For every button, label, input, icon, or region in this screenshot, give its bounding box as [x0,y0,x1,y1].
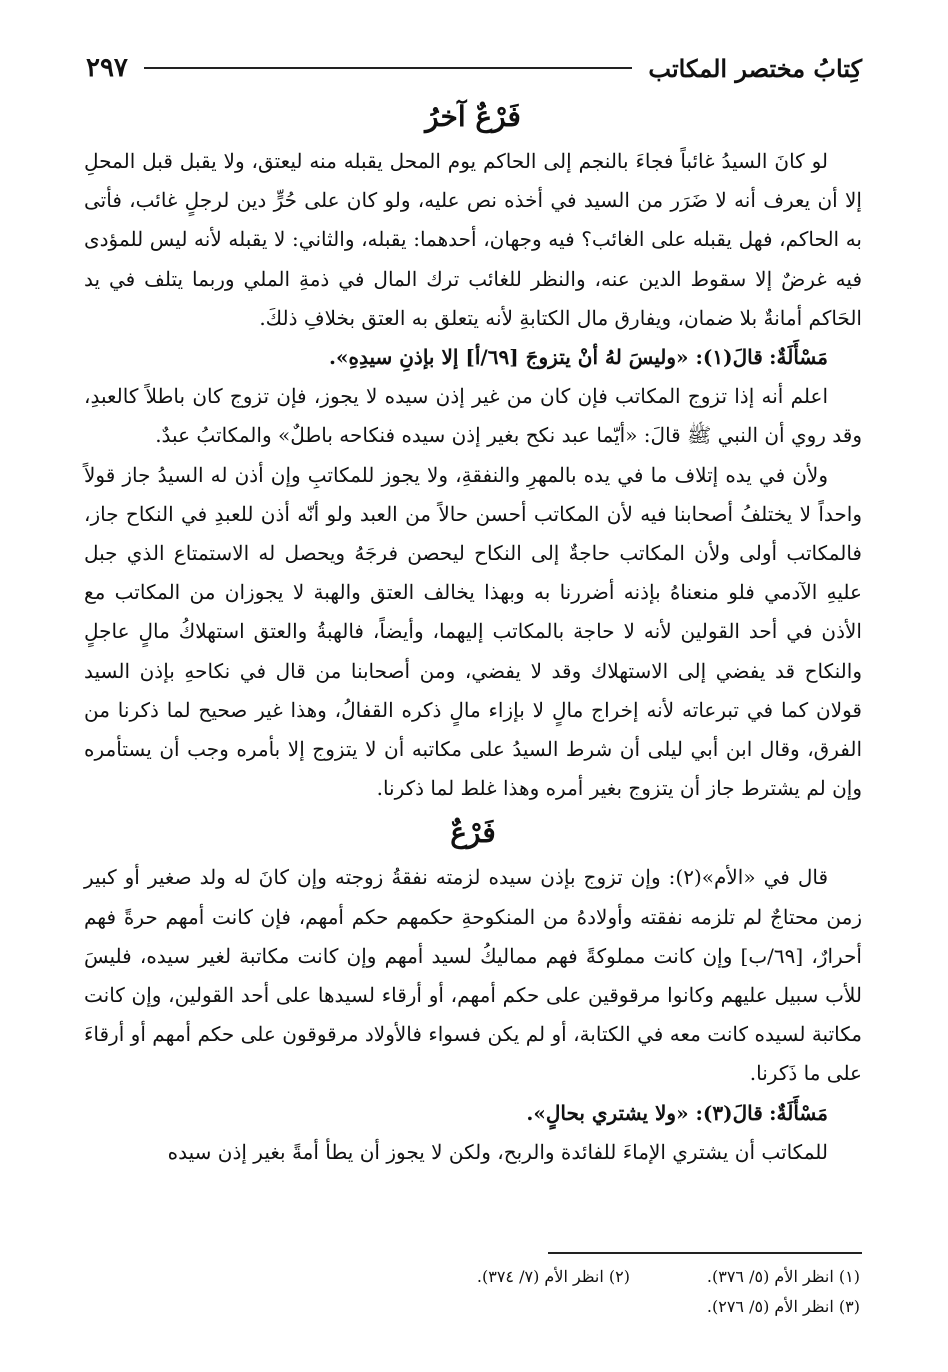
paragraph-1: لو كانَ السيدُ غائباً فجاءَ بالنجم إلى الحاكم يوم المحل يقبله منه ليعتق، ولا يقبل قبل المحلِ إلا أن يعرف أنه لا ضَرَر من السيد في أخذه نص عليه، ولو كان على حُرٍّ دين لرجلٍ غائب، فأتى به الحاكم، فهل يقبله على الغائب؟ فيه وجهان، أحدهما: يقبله، والثاني: لا يقبله لأنه ليس للمؤدى فيه غرضٌ إلا سقوط الدين عنه، والنظر للغائب ترك المال في ذمةِ الملي وربما يتلف في يد الحَاكم أمانةٌ بلا ضمان، ويفارق مال الكتابةِ لأنه يتعلق به العتق بخلافِ ذلكَ. [84,149,863,330]
masala-label: مَسْأَلَةٌ: [769,1100,828,1125]
section-heading-2: فَرْعٌ [450,816,496,850]
paragraph-5: قال في «الأم»(٢): وإن تزوج بإذن سيده لزمته نفقةُ زوجته وإن كانَ له ولد صغير أو كبير زمن محتاجٌ لم تلزمه نفقته وأولادهُ من المنكوحةِ حكمهم حكم أمهم، فإن كانت أمهم حرةً فهم أحرارٌ، [٦٩/ب] وإن كانت مملوكةً فهم مماليكُ لسيد أمهم وإن كانت مكاتبة لغير سيده، فليسَ للأب سبيل عليهم وكانوا مرقوقين على حكم أمهم، أو أرقاء لسيدها على أحد القولين، وإن كانت مكاتبة لسيده كانت معه في الكتابة، أو لم يكن فسواء فالأولاد مرقوقون على حكم أمهم أو أرقاءَ على ما ذَكرنا. [84,865,863,1086]
masala-2 [84,1094,862,1133]
paragraph-7: للمكاتب أن يشتري الإماءَ للفائدة والربح، ولكن لا يجوز أن يطأ أمةً بغير إذن سيده [167,1139,828,1164]
running-head [86,44,862,92]
footnote-row [220,1292,860,1322]
footnote-3: (٣) انظر الأم (٥/ ٢٧٦). [706,1297,860,1316]
masala-text: قالَ(١): «وليسَ لهُ أنْ يتزوجَ [٦٩/أ] إلا بإذنِ سيدِهِ». [329,345,763,370]
footnote-rule [548,1252,862,1254]
masala-label: مَسْأَلَةٌ: [769,345,828,370]
section-heading-1: فَرْعٌ آخرُ [425,100,521,133]
footnote-row [220,1262,860,1292]
page-number: ٢٩٧ [86,53,128,83]
book-title: كِتابُ مختصر المكاتب [648,53,862,83]
footnote-2: (٢) انظر الأم (٧/ ٣٧٤). [476,1267,630,1286]
header-rule [144,67,632,69]
paragraph-3: اعلم أنه إذا تزوج المكاتب فإن كان من غير إذن سيده لا يجوز، فإن تزوج كان باطلاً كالعبدِ، وقد روي أن النبي ﷺ قالَ: «أيّما عبد نكح بغير إذن سيده فنكاحه باطلٌ» والمكاتبُ عبدٌ. [84,384,862,448]
footnotes [220,1262,860,1322]
footnote-1: (١) انظر الأم (٥/ ٣٧٦). [706,1267,860,1286]
main-text [84,92,862,1172]
masala-text: قالَ(٣): «ولا يشتري بحالٍ». [526,1100,763,1125]
paragraph-4: ولأن في يده إتلاف ما في يده بالمهرِ والنفقةِ، ولا يجوز للمكاتبِ وإن أذن له السيدُ جاز قولاً واحداً لا يختلفُ أصحابنا فيه لأن المكاتب أحسن حالاً من العبد ولو أنّه أذن للعبدِ في النكاح جاز، فالمكاتب أولى ولأن المكاتب حاجةٌ إلى النكاح ليحصن فرجَهُ ويحصل له الاستمتاع الذي جبل عليهِ الآدمي فلو منعناهُ بإذنه أضررنا به وبهذا يخالف العتق والهبة لا يجوزان من المكاتب مع الأذن في أحد القولين لأنه لا حاجة بالمكاتب إليهما، وأيضاً، فالهبةُ والعتق استهلاكُ مالٍ عاجلٍ والنكاح قد يفضي إلى الاستهلاك وقد لا يفضي، ومن أصحابنا من قال في نكاحهِ بإذن السيد قولان كما في تبرعاته لأنه إخراج مالٍ لا بإزاء مالٍ ذكره القفالُ، وهذا غير صحيح لما ذكرنا من الفرق، وقال ابن أبي ليلى أن شرط السيدُ على مكاتبه أن لا يتزوج إلا بأمره وجب أن يستأمره وإن لم يشترط جاز أن يتزوج بغير أمره وهذا غلط لما ذكرنا. [84,462,862,801]
masala-1 [84,338,862,377]
